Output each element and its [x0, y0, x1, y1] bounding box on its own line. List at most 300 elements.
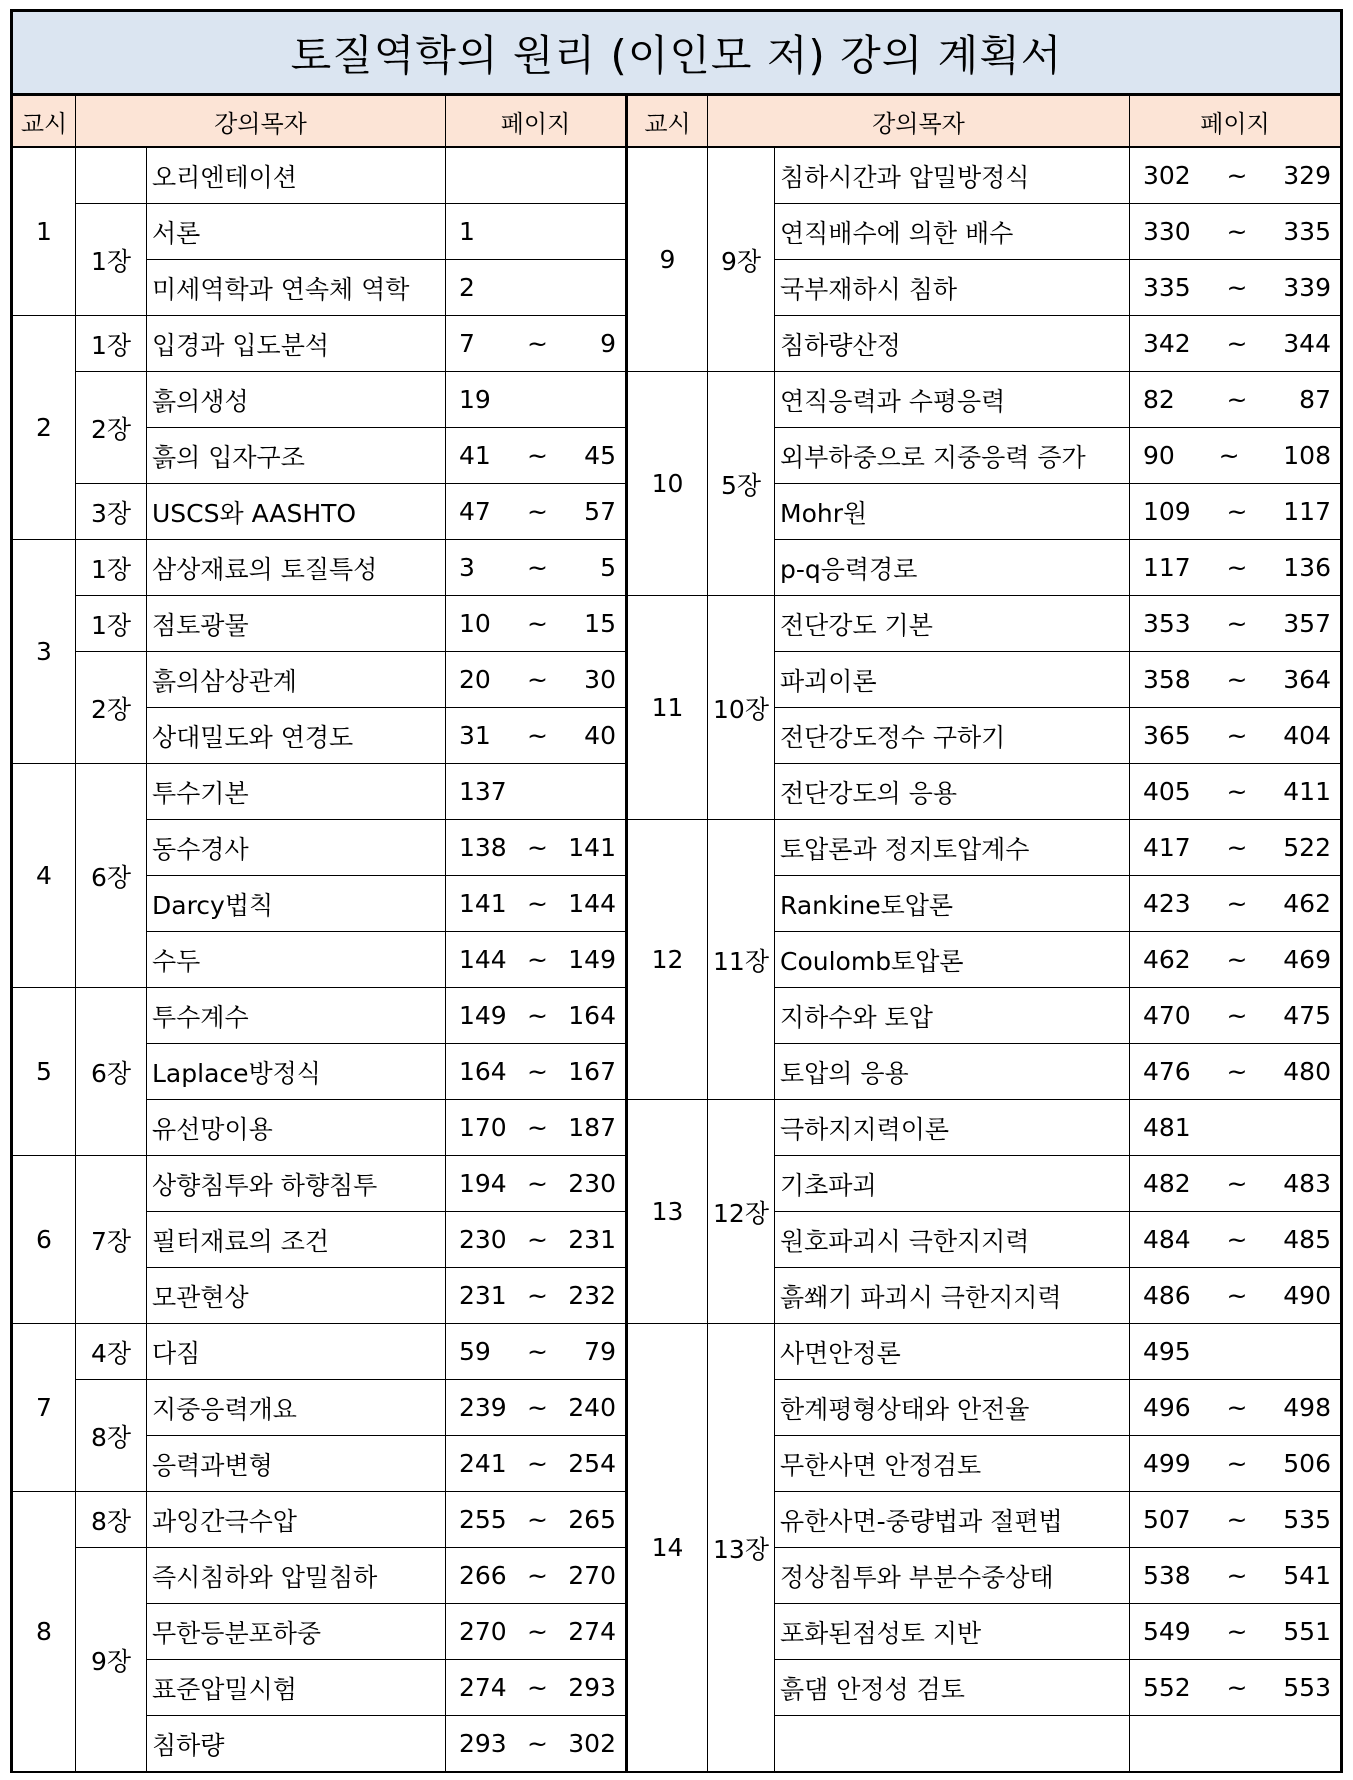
page-range-cell [1130, 820, 1340, 876]
topic-cell: 투수기본 [147, 764, 446, 820]
page-range-cell [1130, 372, 1340, 428]
page-range-cell [446, 1604, 628, 1660]
page-to: 164 [568, 1001, 616, 1030]
page-to: 5 [600, 553, 616, 582]
topic-cell: 외부하중으로 지중응력 증가 [775, 428, 1130, 484]
page-range-cell [446, 708, 628, 764]
page-to: 79 [584, 1337, 616, 1366]
chapter-cell: 10장 [708, 596, 775, 820]
topic-cell: 입경과 입도분석 [147, 316, 446, 372]
topic-cell [775, 1716, 1130, 1772]
chapter-cell: 4장 [76, 1324, 147, 1380]
page-from: 495 [1143, 1337, 1191, 1366]
topic-cell: Laplace방정식 [147, 1044, 446, 1100]
topic-cell: 정상침투와 부분수중상태 [775, 1548, 1130, 1604]
topic-cell: 연직배수에 의한 배수 [775, 204, 1130, 260]
page-range-cell [1130, 1548, 1340, 1604]
topic-cell: 수두 [147, 932, 446, 988]
page-from: 231 [459, 1281, 507, 1310]
page-range-tilde: ~ [527, 329, 548, 358]
session-cell: 4 [13, 764, 76, 988]
topic-cell: 흙의삼상관계 [147, 652, 446, 708]
page-from: 239 [459, 1393, 507, 1422]
chapter-cell: 1장 [76, 540, 147, 596]
page-from: 149 [459, 1001, 507, 1030]
page-range-cell [1130, 764, 1340, 820]
topic-cell: 토압의 응용 [775, 1044, 1130, 1100]
page-range-tilde: ~ [1226, 497, 1248, 526]
page-range-tilde: ~ [527, 833, 548, 862]
page-range-tilde: ~ [527, 1169, 548, 1198]
page-to: 232 [568, 1281, 616, 1310]
page-range-tilde: ~ [1226, 665, 1248, 694]
schedule-table [13, 96, 1340, 1770]
page-from: 486 [1143, 1281, 1191, 1310]
page-range-tilde: ~ [527, 1505, 548, 1534]
page-range-cell [1130, 1100, 1340, 1156]
page-to: 411 [1283, 777, 1331, 806]
page-range-cell [446, 1044, 628, 1100]
topic-cell: 미세역학과 연속체 역학 [147, 260, 446, 316]
page-from: 302 [1143, 161, 1191, 190]
page-from: 141 [459, 889, 507, 918]
session-cell: 9 [628, 148, 708, 372]
page-to: 167 [568, 1057, 616, 1086]
page-from: 144 [459, 945, 507, 974]
page-to: 480 [1283, 1057, 1331, 1086]
page-to: 364 [1283, 665, 1331, 694]
page-range-cell [446, 1548, 628, 1604]
page-range-cell [1130, 876, 1340, 932]
page-range-cell [1130, 932, 1340, 988]
page-range-tilde: ~ [1226, 889, 1248, 918]
page-range-cell [1130, 148, 1340, 204]
page-range-cell [446, 1436, 628, 1492]
page-range-tilde: ~ [527, 1729, 548, 1758]
session-cell: 13 [628, 1100, 708, 1324]
chapter-cell: 2장 [76, 372, 147, 484]
page-to: 490 [1283, 1281, 1331, 1310]
page-range-cell [1130, 988, 1340, 1044]
session-cell: 11 [628, 596, 708, 820]
topic-cell: 즉시침하와 압밀침하 [147, 1548, 446, 1604]
page-to: 483 [1283, 1169, 1331, 1198]
page-from: 365 [1143, 721, 1191, 750]
topic-cell: Coulomb토압론 [775, 932, 1130, 988]
chapter-cell: 9장 [708, 148, 775, 372]
page-range-tilde: ~ [1226, 385, 1248, 414]
topic-cell: 동수경사 [147, 820, 446, 876]
topic-cell: 지하수와 토압 [775, 988, 1130, 1044]
page-range-tilde: ~ [1218, 441, 1240, 470]
topic-cell: 전단강도정수 구하기 [775, 708, 1130, 764]
page-to: 293 [568, 1673, 616, 1702]
topic-cell: 한계평형상태와 안전율 [775, 1380, 1130, 1436]
topic-cell: 흙의생성 [147, 372, 446, 428]
chapter-cell: 8장 [76, 1492, 147, 1548]
page-to: 40 [584, 721, 616, 750]
page-range-cell [446, 1324, 628, 1380]
page-range-cell [1130, 204, 1340, 260]
page-range-tilde: ~ [1226, 945, 1248, 974]
page-range-cell [1130, 1268, 1340, 1324]
page-to: 541 [1283, 1561, 1331, 1590]
topic-cell: Rankine토압론 [775, 876, 1130, 932]
topic-cell: 침하량산정 [775, 316, 1130, 372]
page-to: 117 [1283, 497, 1331, 526]
topic-cell: 필터재료의 조건 [147, 1212, 446, 1268]
page-from: 59 [459, 1337, 491, 1366]
page-from: 330 [1143, 217, 1191, 246]
topic-cell: 지중응력개요 [147, 1380, 446, 1436]
page-range-tilde: ~ [527, 665, 548, 694]
page-to: 187 [568, 1113, 616, 1142]
page-range-cell [446, 428, 628, 484]
session-cell: 1 [13, 148, 76, 316]
page-from: 342 [1143, 329, 1191, 358]
session-cell: 12 [628, 820, 708, 1100]
page-range-cell [1130, 652, 1340, 708]
page-range-tilde: ~ [1226, 609, 1248, 638]
topic-cell: 무한사면 안정검토 [775, 1436, 1130, 1492]
page-range-cell [446, 1660, 628, 1716]
topic-cell: 다짐 [147, 1324, 446, 1380]
page-range-tilde: ~ [1226, 1449, 1248, 1478]
topic-cell: 오리엔테이션 [147, 148, 446, 204]
page-range-tilde: ~ [527, 497, 548, 526]
page-range-tilde: ~ [527, 1001, 548, 1030]
page-from: 270 [459, 1617, 507, 1646]
topic-cell: 응력과변형 [147, 1436, 446, 1492]
page-from: 138 [459, 833, 507, 862]
topic-cell: 기초파괴 [775, 1156, 1130, 1212]
chapter-cell: 1장 [76, 316, 147, 372]
page-range-tilde: ~ [1226, 1057, 1248, 1086]
chapter-cell: 5장 [708, 372, 775, 596]
page-from: 552 [1143, 1673, 1191, 1702]
page-range-tilde: ~ [1226, 1001, 1248, 1030]
header-topic: 강의목자 [708, 96, 1130, 148]
topic-cell: 전단강도의 응용 [775, 764, 1130, 820]
page-from: 19 [459, 385, 491, 414]
page-range-tilde: ~ [527, 1281, 548, 1310]
page-range-cell [1130, 1492, 1340, 1548]
page-from: 538 [1143, 1561, 1191, 1590]
page-range-cell [446, 316, 628, 372]
page-range-cell [446, 652, 628, 708]
page-range-tilde: ~ [527, 889, 548, 918]
topic-cell: Mohr원 [775, 484, 1130, 540]
page-range-tilde: ~ [1226, 1561, 1248, 1590]
page-to: 270 [568, 1561, 616, 1590]
page-to: 335 [1283, 217, 1331, 246]
page-from: 164 [459, 1057, 507, 1086]
page-from: 496 [1143, 1393, 1191, 1422]
page-from: 7 [459, 329, 475, 358]
page-to: 469 [1283, 945, 1331, 974]
topic-cell: 점토광물 [147, 596, 446, 652]
topic-cell: 흙의 입자구조 [147, 428, 446, 484]
page-range-tilde: ~ [527, 1673, 548, 1702]
page-from: 462 [1143, 945, 1191, 974]
page-to: 302 [568, 1729, 616, 1758]
page-range-tilde: ~ [1226, 553, 1248, 582]
topic-cell: Darcy법칙 [147, 876, 446, 932]
page-range-tilde: ~ [1226, 273, 1248, 302]
page-from: 482 [1143, 1169, 1191, 1198]
page-range-cell [446, 1380, 628, 1436]
page-range-tilde: ~ [527, 721, 548, 750]
topic-cell: 과잉간극수압 [147, 1492, 446, 1548]
page-from: 41 [459, 441, 491, 470]
topic-cell: 사면안정론 [775, 1324, 1130, 1380]
page-to: 553 [1283, 1673, 1331, 1702]
chapter-cell: 1장 [76, 204, 147, 316]
page-from: 481 [1143, 1113, 1191, 1142]
page-range-cell [1130, 484, 1340, 540]
page-from: 405 [1143, 777, 1191, 806]
topic-cell: 상대밀도와 연경도 [147, 708, 446, 764]
page-from: 170 [459, 1113, 507, 1142]
page-range-cell [446, 1212, 628, 1268]
page-range-cell [446, 484, 628, 540]
page-range-cell [446, 1492, 628, 1548]
topic-cell: 토압론과 정지토압계수 [775, 820, 1130, 876]
chapter-cell: 9장 [76, 1548, 147, 1772]
page-range-tilde: ~ [1226, 1169, 1248, 1198]
page-to: 344 [1283, 329, 1331, 358]
topic-cell: 삼상재료의 토질특성 [147, 540, 446, 596]
topic-cell: 원호파괴시 극한지지력 [775, 1212, 1130, 1268]
page-range-tilde: ~ [1226, 1393, 1248, 1422]
page-range-cell [1130, 1212, 1340, 1268]
page-range-tilde: ~ [1226, 1225, 1248, 1254]
page-to: 141 [568, 833, 616, 862]
topic-cell: p-q응력경로 [775, 540, 1130, 596]
page-from: 274 [459, 1673, 507, 1702]
page-from: 90 [1143, 441, 1175, 470]
page-from: 117 [1143, 553, 1191, 582]
header-pages: 페이지 [1130, 96, 1340, 148]
page-range-cell [446, 1100, 628, 1156]
topic-cell: 유한사면-중량법과 절편법 [775, 1492, 1130, 1548]
topic-cell: 투수계수 [147, 988, 446, 1044]
page-to: 404 [1283, 721, 1331, 750]
page-range-tilde: ~ [527, 945, 548, 974]
page-title: 토질역학의 원리 (이인모 저) 강의 계획서 [290, 30, 1063, 80]
page-range-cell [1130, 1324, 1340, 1380]
page-range-cell [1130, 1380, 1340, 1436]
page-to: 498 [1283, 1393, 1331, 1422]
page-from: 241 [459, 1449, 507, 1478]
topic-cell: 극하지지력이론 [775, 1100, 1130, 1156]
page-to: 149 [568, 945, 616, 974]
session-cell: 5 [13, 988, 76, 1156]
page-range-cell [1130, 1436, 1340, 1492]
chapter-cell: 12장 [708, 1100, 775, 1324]
page-to: 15 [584, 609, 616, 638]
topic-cell: USCS와 AASHTO [147, 484, 446, 540]
page-range-tilde: ~ [1226, 161, 1248, 190]
topic-cell: 모관현상 [147, 1268, 446, 1324]
page-to: 136 [1283, 553, 1331, 582]
page-range-tilde: ~ [527, 1113, 548, 1142]
page-to: 462 [1283, 889, 1331, 918]
page-to: 522 [1283, 833, 1331, 862]
page-to: 57 [584, 497, 616, 526]
page-range-tilde: ~ [1226, 777, 1248, 806]
page-range-cell [1130, 540, 1340, 596]
header-session: 교시 [13, 96, 76, 148]
chapter-cell: 2장 [76, 652, 147, 764]
page-from: 499 [1143, 1449, 1191, 1478]
topic-cell: 무한등분포하중 [147, 1604, 446, 1660]
topic-cell: 포화된점성토 지반 [775, 1604, 1130, 1660]
page-range-cell [446, 1716, 628, 1772]
page-to: 551 [1283, 1617, 1331, 1646]
page-range-cell [446, 148, 628, 204]
page-range-tilde: ~ [527, 553, 548, 582]
page-to: 506 [1283, 1449, 1331, 1478]
page-to: 240 [568, 1393, 616, 1422]
page-range-cell [1130, 260, 1340, 316]
page-from: 230 [459, 1225, 507, 1254]
page-to: 535 [1283, 1505, 1331, 1534]
page-to: 339 [1283, 273, 1331, 302]
page-to: 30 [584, 665, 616, 694]
topic-cell: 국부재하시 침하 [775, 260, 1130, 316]
page-range-cell [446, 1268, 628, 1324]
page-range-cell [446, 540, 628, 596]
page-to: 87 [1299, 385, 1331, 414]
page-from: 266 [459, 1561, 507, 1590]
session-cell: 14 [628, 1324, 708, 1772]
page-from: 470 [1143, 1001, 1191, 1030]
page-range-cell [446, 988, 628, 1044]
page-to: 9 [600, 329, 616, 358]
page-range-tilde: ~ [527, 609, 548, 638]
page-to: 230 [568, 1169, 616, 1198]
chapter-cell [76, 148, 147, 204]
session-cell: 6 [13, 1156, 76, 1324]
topic-cell: 파괴이론 [775, 652, 1130, 708]
page-from: 335 [1143, 273, 1191, 302]
topic-cell: 서론 [147, 204, 446, 260]
page-range-tilde: ~ [527, 441, 548, 470]
page-range-tilde: ~ [1226, 833, 1248, 862]
page-range-tilde: ~ [1226, 1505, 1248, 1534]
page-from: 10 [459, 609, 491, 638]
session-cell: 3 [13, 540, 76, 764]
page-to: 231 [568, 1225, 616, 1254]
page-from: 417 [1143, 833, 1191, 862]
page-range-tilde: ~ [1226, 721, 1248, 750]
page-range-cell [446, 764, 628, 820]
page-from: 358 [1143, 665, 1191, 694]
page-from: 549 [1143, 1617, 1191, 1646]
chapter-cell: 13장 [708, 1324, 775, 1772]
page-range-tilde: ~ [1226, 1673, 1248, 1702]
topic-cell: 표준압밀시험 [147, 1660, 446, 1716]
page-to: 254 [568, 1449, 616, 1478]
page-from: 476 [1143, 1057, 1191, 1086]
page-range-tilde: ~ [1226, 1281, 1248, 1310]
page-range-cell [446, 932, 628, 988]
page-range-cell [1130, 596, 1340, 652]
page-from: 255 [459, 1505, 507, 1534]
page-range-cell [1130, 428, 1340, 484]
session-cell: 2 [13, 316, 76, 540]
page-range-cell [446, 1156, 628, 1212]
topic-cell: 침하량 [147, 1716, 446, 1772]
page-to: 274 [568, 1617, 616, 1646]
topic-cell: 유선망이용 [147, 1100, 446, 1156]
page-from: 1 [459, 217, 475, 246]
page-range-cell [446, 260, 628, 316]
page-from: 194 [459, 1169, 507, 1198]
chapter-cell: 11장 [708, 820, 775, 1100]
page-range-tilde: ~ [1226, 1617, 1248, 1646]
session-cell: 7 [13, 1324, 76, 1492]
page-to: 108 [1283, 441, 1331, 470]
page-from: 484 [1143, 1225, 1191, 1254]
chapter-cell: 7장 [76, 1156, 147, 1324]
page-range-cell [1130, 316, 1340, 372]
page-range-cell [446, 204, 628, 260]
header-topic: 강의목자 [76, 96, 446, 148]
page-to: 357 [1283, 609, 1331, 638]
page-range-cell [1130, 708, 1340, 764]
page-from: 2 [459, 273, 475, 302]
page-to: 475 [1283, 1001, 1331, 1030]
page-range-tilde: ~ [527, 1337, 548, 1366]
topic-cell: 전단강도 기본 [775, 596, 1130, 652]
page-from: 109 [1143, 497, 1191, 526]
page-from: 507 [1143, 1505, 1191, 1534]
page-range-cell [446, 820, 628, 876]
page-from: 293 [459, 1729, 507, 1758]
page-from: 82 [1143, 385, 1175, 414]
chapter-cell: 1장 [76, 596, 147, 652]
page-from: 20 [459, 665, 491, 694]
header-session: 교시 [628, 96, 708, 148]
page-range-cell [1130, 1156, 1340, 1212]
page-to: 265 [568, 1505, 616, 1534]
page-from: 47 [459, 497, 491, 526]
header-pages: 페이지 [446, 96, 628, 148]
page-range-cell [1130, 1604, 1340, 1660]
chapter-cell: 6장 [76, 988, 147, 1156]
page-from: 3 [459, 553, 475, 582]
page-range-cell [1130, 1716, 1340, 1772]
chapter-cell: 3장 [76, 484, 147, 540]
topic-cell: 침하시간과 압밀방정식 [775, 148, 1130, 204]
page-range-tilde: ~ [527, 1057, 548, 1086]
chapter-cell: 8장 [76, 1380, 147, 1492]
chapter-cell: 6장 [76, 764, 147, 988]
page-range-tilde: ~ [527, 1225, 548, 1254]
page-range-tilde: ~ [1226, 217, 1248, 246]
topic-cell: 상향침투와 하향침투 [147, 1156, 446, 1212]
page-range-tilde: ~ [527, 1561, 548, 1590]
page-from: 31 [459, 721, 491, 750]
page-range-tilde: ~ [527, 1393, 548, 1422]
page-range-cell [1130, 1044, 1340, 1100]
page-range-cell [446, 372, 628, 428]
page-range-tilde: ~ [1226, 329, 1248, 358]
page-to: 485 [1283, 1225, 1331, 1254]
page-range-cell [446, 876, 628, 932]
